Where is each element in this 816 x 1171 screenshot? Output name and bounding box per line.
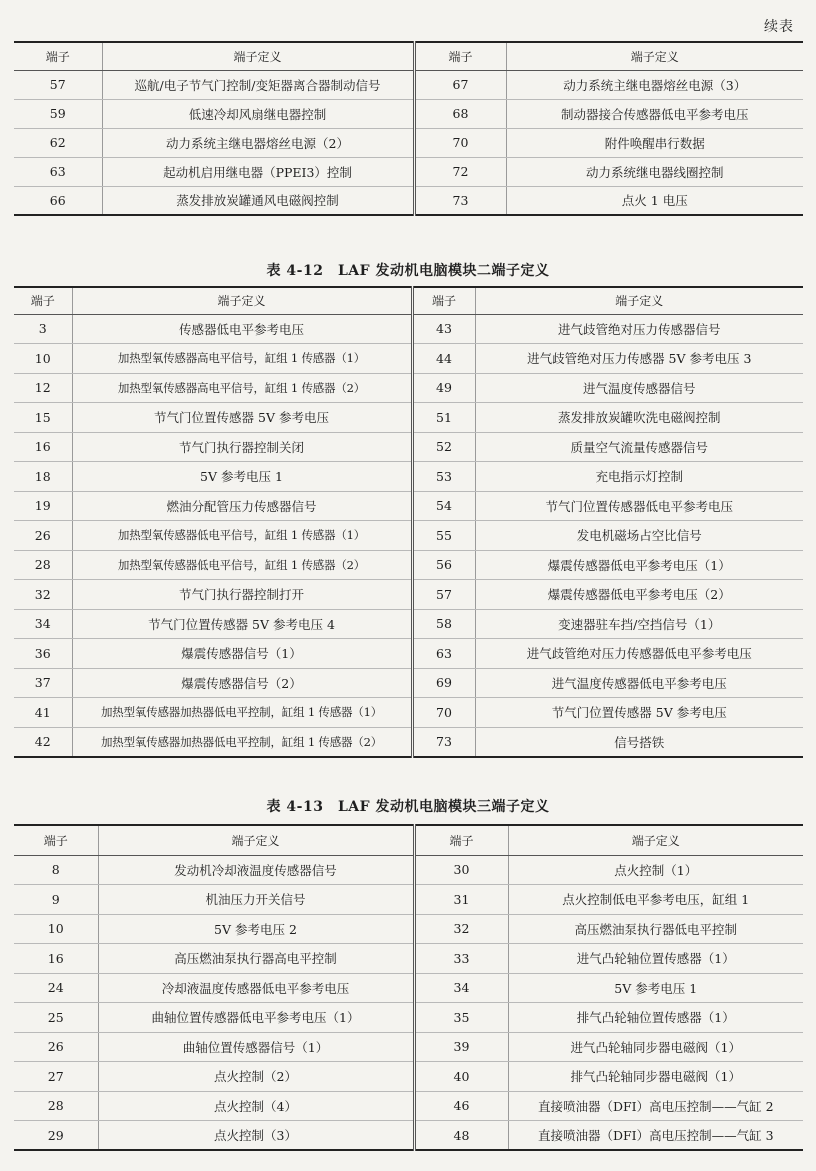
terminal-definition: 冷却液温度传感器低电平参考电压 [98,973,414,1003]
terminal-definition: 5V 参考电压 1 [508,973,803,1003]
terminal-definition: 变速器驻车挡/空挡信号（1） [475,609,803,639]
terminal-definition: 信号搭铁 [475,727,803,757]
terminal-definition: 动力系统继电器线圈控制 [506,157,803,186]
terminal-definition: 充电指示灯控制 [475,462,803,492]
terminal-definition: 加热型氧传感器低电平信号，缸组 1 传感器（2） [72,550,412,580]
table-row [14,157,803,186]
terminal-number: 10 [14,344,72,374]
terminal-definition: 排气凸轮轴同步器电磁阀（1） [508,1062,803,1092]
terminal-definition: 进气歧管绝对压力传感器 5V 参考电压 3 [475,344,803,374]
terminal-number: 43 [412,314,475,344]
terminal-definition: 节气门位置传感器 5V 参考电压 4 [72,609,412,639]
terminal-number: 63 [412,639,475,669]
terminal-definition: 节气门位置传感器 5V 参考电压 [475,698,803,728]
terminal-number: 29 [14,1121,98,1151]
terminal-number: 35 [414,1003,508,1033]
table-4-12 [14,286,803,758]
terminal-definition: 燃油分配管压力传感器信号 [72,491,412,521]
terminal-number: 33 [414,944,508,974]
table-row [14,580,803,610]
terminal-number: 73 [414,186,506,215]
terminal-definition: 质量空气流量传感器信号 [475,432,803,462]
terminal-number: 72 [414,157,506,186]
terminal-number: 34 [14,609,72,639]
table-4-13 [14,824,803,1151]
terminal-number: 12 [14,373,72,403]
terminal-definition: 曲轴位置传感器低电平参考电压（1） [98,1003,414,1033]
terminal-definition: 点火控制（4） [98,1091,414,1121]
table-row [14,885,803,915]
table-row [14,855,803,885]
terminal-definition: 点火控制低电平参考电压，缸组 1 [508,885,803,915]
table-row [14,491,803,521]
terminal-number: 41 [14,698,72,728]
terminal-definition: 制动器接合传感器低电平参考电压 [506,99,803,128]
terminal-number: 63 [14,157,102,186]
terminal-definition: 进气温度传感器低电平参考电压 [475,668,803,698]
terminal-definition: 蒸发排放炭罐通风电磁阀控制 [102,186,414,215]
terminal-definition: 5V 参考电压 2 [98,914,414,944]
terminal-number: 37 [14,668,72,698]
terminal-number: 32 [14,580,72,610]
terminal-number: 26 [14,521,72,551]
terminal-definition: 机油压力开关信号 [98,885,414,915]
terminal-number: 30 [414,855,508,885]
header-terminal: 端子 [414,825,508,855]
terminal-definition: 节气门位置传感器 5V 参考电压 [72,403,412,433]
terminal-definition: 直接喷油器（DFI）高电压控制——气缸 3 [508,1121,803,1151]
terminal-number: 58 [412,609,475,639]
terminal-definition: 进气歧管绝对压力传感器低电平参考电压 [475,639,803,669]
terminal-definition: 进气温度传感器信号 [475,373,803,403]
table-header-row [14,287,803,314]
terminal-definition: 加热型氧传感器加热器低电平控制，缸组 1 传感器（2） [72,727,412,757]
terminal-definition: 排气凸轮轴位置传感器（1） [508,1003,803,1033]
terminal-definition: 传感器低电平参考电压 [72,314,412,344]
terminal-definition: 发动机冷却液温度传感器信号 [98,855,414,885]
header-definition: 端子定义 [506,42,803,70]
terminal-number: 10 [14,914,98,944]
table-header-row [14,825,803,855]
terminal-number: 28 [14,550,72,580]
header-terminal: 端子 [14,42,102,70]
terminal-definition: 加热型氧传感器加热器低电平控制，缸组 1 传感器（1） [72,698,412,728]
terminal-number: 19 [14,491,72,521]
table-row [14,432,803,462]
terminal-number: 24 [14,973,98,1003]
header-terminal: 端子 [14,825,98,855]
table-row [14,344,803,374]
table-4-13-caption: 表 4-13 LAF 发动机电脑模块三端子定义 [266,799,550,815]
table-row [14,1121,803,1151]
terminal-number: 66 [14,186,102,215]
table-row [14,1032,803,1062]
terminal-definition: 低速冷却风扇继电器控制 [102,99,414,128]
terminal-definition: 曲轴位置传感器信号（1） [98,1032,414,1062]
terminal-definition: 加热型氧传感器高电平信号，缸组 1 传感器（2） [72,373,412,403]
terminal-definition: 点火控制（3） [98,1121,414,1151]
terminal-definition: 加热型氧传感器高电平信号，缸组 1 传感器（1） [72,344,412,374]
table-row [14,128,803,157]
terminal-definition: 爆震传感器低电平参考电压（2） [475,580,803,610]
header-terminal: 端子 [412,287,475,314]
continued-terminal-table [14,41,803,216]
table-row [14,973,803,1003]
table-row [14,914,803,944]
terminal-definition: 进气凸轮轴同步器电磁阀（1） [508,1032,803,1062]
table-row [14,639,803,669]
table-row [14,70,803,99]
terminal-definition: 进气歧管绝对压力传感器信号 [475,314,803,344]
terminal-number: 51 [412,403,475,433]
table-header-row [14,42,803,70]
terminal-definition: 点火控制（1） [508,855,803,885]
terminal-number: 54 [412,491,475,521]
terminal-definition: 节气门执行器控制打开 [72,580,412,610]
terminal-number: 15 [14,403,72,433]
terminal-definition: 起动机启用继电器（PPEI3）控制 [102,157,414,186]
terminal-number: 59 [14,99,102,128]
terminal-number: 39 [414,1032,508,1062]
terminal-number: 28 [14,1091,98,1121]
terminal-number: 46 [414,1091,508,1121]
table-row [14,727,803,757]
terminal-number: 48 [414,1121,508,1151]
terminal-number: 3 [14,314,72,344]
terminal-number: 68 [414,99,506,128]
terminal-definition: 点火控制（2） [98,1062,414,1092]
terminal-number: 32 [414,914,508,944]
terminal-number: 55 [412,521,475,551]
table-row [14,1003,803,1033]
terminal-number: 69 [412,668,475,698]
table-row [14,99,803,128]
terminal-definition: 爆震传感器信号（1） [72,639,412,669]
terminal-number: 44 [412,344,475,374]
terminal-number: 42 [14,727,72,757]
terminal-definition: 节气门执行器控制关闭 [72,432,412,462]
terminal-definition: 发电机磁场占空比信号 [475,521,803,551]
terminal-definition: 高压燃油泵执行器低电平控制 [508,914,803,944]
table-row [14,1091,803,1121]
terminal-number: 67 [414,70,506,99]
terminal-number: 36 [14,639,72,669]
terminal-number: 18 [14,462,72,492]
header-definition: 端子定义 [98,825,414,855]
terminal-definition: 节气门位置传感器低电平参考电压 [475,491,803,521]
table-row [14,668,803,698]
header-definition: 端子定义 [102,42,414,70]
terminal-number: 9 [14,885,98,915]
table-row [14,1062,803,1092]
continued-label: 续表 [764,19,794,35]
terminal-definition: 加热型氧传感器低电平信号，缸组 1 传感器（1） [72,521,412,551]
terminal-definition: 动力系统主继电器熔丝电源（2） [102,128,414,157]
header-terminal: 端子 [414,42,506,70]
terminal-number: 57 [14,70,102,99]
table-4-12-caption: 表 4-12 LAF 发动机电脑模块二端子定义 [266,263,550,279]
terminal-definition: 直接喷油器（DFI）高电压控制——气缸 2 [508,1091,803,1121]
table-row [14,521,803,551]
table-row [14,609,803,639]
terminal-number: 49 [412,373,475,403]
terminal-number: 16 [14,944,98,974]
terminal-definition: 5V 参考电压 1 [72,462,412,492]
terminal-number: 70 [412,698,475,728]
table-row [14,462,803,492]
terminal-number: 62 [14,128,102,157]
table-row [14,186,803,215]
terminal-number: 52 [412,432,475,462]
table-row [14,403,803,433]
terminal-number: 57 [412,580,475,610]
table-row [14,698,803,728]
terminal-definition: 爆震传感器信号（2） [72,668,412,698]
terminal-definition: 巡航/电子节气门控制/变矩器离合器制动信号 [102,70,414,99]
terminal-number: 31 [414,885,508,915]
table-row [14,314,803,344]
terminal-number: 27 [14,1062,98,1092]
terminal-definition: 爆震传感器低电平参考电压（1） [475,550,803,580]
terminal-number: 8 [14,855,98,885]
table-row [14,944,803,974]
terminal-number: 53 [412,462,475,492]
table-row [14,550,803,580]
terminal-definition: 点火 1 电压 [506,186,803,215]
terminal-definition: 附件唤醒串行数据 [506,128,803,157]
header-definition: 端子定义 [508,825,803,855]
header-terminal: 端子 [14,287,72,314]
terminal-number: 70 [414,128,506,157]
terminal-definition: 蒸发排放炭罐吹洗电磁阀控制 [475,403,803,433]
header-definition: 端子定义 [475,287,803,314]
table-row [14,373,803,403]
terminal-number: 56 [412,550,475,580]
terminal-number: 73 [412,727,475,757]
terminal-definition: 动力系统主继电器熔丝电源（3） [506,70,803,99]
terminal-number: 34 [414,973,508,1003]
terminal-number: 16 [14,432,72,462]
terminal-definition: 进气凸轮轴位置传感器（1） [508,944,803,974]
terminal-definition: 高压燃油泵执行器高电平控制 [98,944,414,974]
terminal-number: 26 [14,1032,98,1062]
header-definition: 端子定义 [72,287,412,314]
terminal-number: 40 [414,1062,508,1092]
terminal-number: 25 [14,1003,98,1033]
